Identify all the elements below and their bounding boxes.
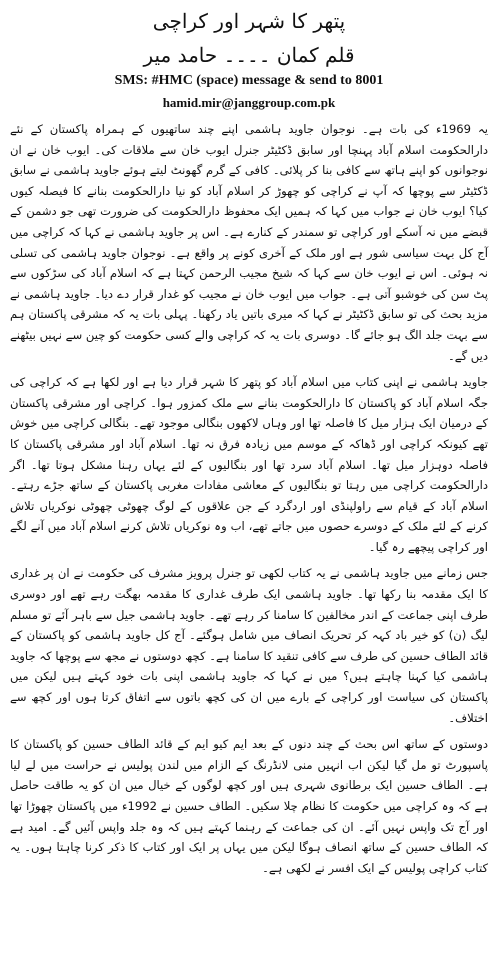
column-header bbox=[10, 8, 488, 111]
article-paragraph: دوستوں کے ساتھ اس بحث کے چند دنوں کے بعد ایم کیو ایم کے قائد الطاف حسین کو پاکستان کا پاسپورٹ تو مل گیا لیکن اب انہیں منی لانڈرنگ کے الزام میں لندن پولیس نے حراست میں لے لیا ہے۔ الطاف حسین ایک برطانوی شہری ہیں اور کچھ لوگوں کے خیال میں ان کو یہ طاقت حاصل ہے کہ وہ کراچی میں حکومت کا نظام چلا سکیں۔ الطاف حسین نے 1992ء میں پاکستان چھوڑا تھا اور آج تک واپس نہیں آئے۔ ان کی جماعت کے رہنما کہتے ہیں کہ وہ جلد واپس آئیں گے۔ امید ہے کہ الطاف حسین کے ساتھ انصاف ہوگا لیکن میں یہاں پر ایک اور کتاب کا ذکر کرنا چاہتا ہوں۔ یہ کتاب کراچی پولیس کے ایک افسر نے لکھی ہے۔ bbox=[10, 737, 488, 875]
article-body bbox=[10, 119, 488, 878]
article-paragraph: جاوید ہاشمی نے اپنی کتاب میں اسلام آباد کو پتھر کا شہر قرار دیا ہے اور لکھا ہے کہ کراچی کی جگہ اسلام آباد کو پاکستان کا دارالحکومت بنانے سے ملک کمزور ہوا۔ کراچی اور مشرقی پاکستان کے درمیان ایک ہزار میل کا فاصلہ تھا اور وہاں لاکھوں بنگالی موجود تھے۔ بنگالی کراچی میں خوش تھے کیونکہ کراچی اور ڈھاکہ کے موسم میں زیادہ فرق نہ تھا۔ اسلام آباد اور مشرقی پاکستان کا فاصلہ دوہزار میل تھا۔ اسلام آباد سرد تھا اور بنگالیوں کے لئے یہاں رہنا مشکل ہوتا تھا۔ اگر دارالحکومت کراچی میں رہتا تو بنگالیوں کے معاشی مفادات مغربی پاکستان کے ساتھ جڑے رہتے۔ اسلام آباد کے قیام سے راولپنڈی اور اردگرد کے جن علاقوں کے لوگ چھوٹی چھوٹی نوکریاں تلاش کرنے کے لئے ملک کے دوسرے حصوں میں جاتے تھے، اب وہ نوکریاں تلاش کرنے اسلام آباد میں آنے لگے اور کراچی پیچھے رہ گیا۔ bbox=[10, 375, 488, 554]
article-paragraph: یہ 1969ء کی بات ہے۔ نوجوان جاوید ہاشمی اپنے چند ساتھیوں کے ہمراہ پاکستان کے نئے دارالحکومت اسلام آباد پہنچا اور سابق ڈکٹیٹر جنرل ایوب خان سے ملاقات کی۔ ایوب خان نے ان نوجوانوں کو اپنے ہاتھ سے کافی بنا کر پلائی۔ کافی کے گرم گھونٹ لیتے ہوئے جاوید ہاشمی نے سابق ڈکٹیٹر سے پوچھا کہ آپ نے کراچی کو چھوڑ کر اسلام آباد کو نیا دارالحکومت بنانے کا فیصلہ کیوں کیا؟ ایوب خان نے جواب میں کہا کہ ہمیں ایک محفوظ دارالحکومت کی ضرورت تھی جو دشمن کے قبضے میں نہ آسکے اور کراچی تو سمندر کے کنارے ہے۔ اس پر جاوید ہاشمی نے کہا کہ کراچی میں آج کل بہت سیاسی شور ہے اور ملک کے آخری کونے پر واقع ہے۔ نوجوان جاوید ہاشمی کی تسلی نہ ہوئی۔ اس نے ایوب خان سے کہا کہ شیخ مجیب الرحمن کہتا ہے کہ اسلام آباد کی سڑکوں سے پٹ سن کی خوشبو آتی ہے۔ جواب میں ایوب خان نے مجیب کو غدار قرار دے دیا۔ جاوید ہاشمی نے مزید بحث کی تو سابق ڈکٹیٹر نے کہا کہ میری باتیں یاد رکھنا۔ پہلی بات یہ کہ مشرقی پاکستان ہم سے بہت جلد الگ ہو جائے گا۔ دوسری بات یہ کہ کراچی والے کسی حکومت کو چین سے نہیں بیٹھنے دیں گے۔ bbox=[10, 122, 488, 363]
sms-line: SMS: #HMC (space) message & send to 8001 bbox=[114, 73, 384, 88]
article-paragraph: جس زمانے میں جاوید ہاشمی نے یہ کتاب لکھی تو جنرل پرویز مشرف کی حکومت نے ان پر غداری کا ایک مقدمہ بنا رکھا تھا۔ جاوید ہاشمی ایک طرف غداری کا مقدمہ بھگت رہے تھے اور دوسری طرف اپنی جماعت کے اندر مخالفین کا سامنا کر رہے تھے۔ جاوید ہاشمی جیل سے باہر آئے تو مسلم لیگ (ن) کو خیر باد کہہ کر تحریک انصاف میں شامل ہوگئے۔ آج کل جاوید ہاشمی کو پاکستان کے قائد الطاف حسین کی طرف سے کافی تنقید کا سامنا ہے۔ کچھ دوستوں نے مجھ سے پوچھا کہ جاوید ہاشمی کیا کہنا چاہتے ہیں؟ میں نے کہا کہ جاوید ہاشمی اپنی بات خود کہتے ہیں لیکن میں پاکستان کی سیاست اور کراچی کے بارے میں ان کی کچھ باتوں سے اتفاق کرتا ہوں اور کچھ سے اختلاف۔ bbox=[10, 566, 488, 725]
article-title: پتھر کا شہر اور کراچی bbox=[152, 9, 346, 33]
column-byline: قلم کمان ۔۔۔۔ حامد میر bbox=[143, 43, 355, 67]
author-email: hamid.mir@janggroup.com.pk bbox=[162, 95, 336, 110]
